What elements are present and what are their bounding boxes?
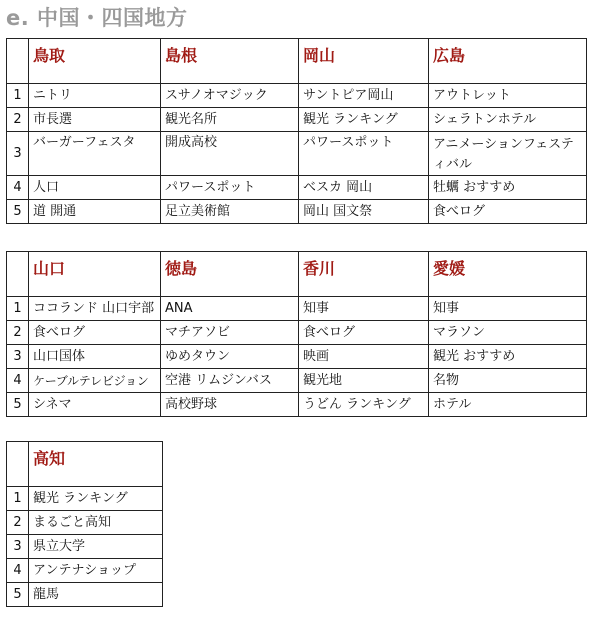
table-cell: パワースポット [299,132,429,176]
rank-number: 4 [7,369,29,393]
rank-number: 5 [7,583,29,607]
header-ehime: 愛媛 [429,252,587,297]
header-yamaguchi: 山口 [29,252,161,297]
table-cell: バーガーフェスタ [29,132,161,176]
table-row [7,176,587,200]
table-cell: 知事 [429,297,587,321]
table-cell: 観光 ランキング [299,108,429,132]
table-row [7,559,163,583]
rank-number: 2 [7,511,29,535]
table-cell: 観光 おすすめ [429,345,587,369]
rank-number: 2 [7,321,29,345]
table-cell: 名物 [429,369,587,393]
table-cell: アウトレット [429,84,587,108]
header-kagawa: 香川 [299,252,429,297]
table-cell: まるごと高知 [29,511,163,535]
table-row [7,200,587,224]
corner-cell [7,252,29,297]
table-cell: スサノオマジック [161,84,299,108]
rank-number: 4 [7,559,29,583]
ranking-table-yamaguchi-tokushima-kagawa-ehime [6,251,587,417]
table-row [7,369,587,393]
table-cell: 市長選 [29,108,161,132]
rank-number: 3 [7,535,29,559]
table-cell: 高校野球 [161,393,299,417]
rank-number: 1 [7,84,29,108]
header-kochi: 高知 [29,442,163,487]
table-cell: 観光名所 [161,108,299,132]
table-cell: 足立美術館 [161,200,299,224]
header-tottori: 鳥取 [29,39,161,84]
page-title: e. 中国・四国地方 [6,6,188,30]
table-row [7,487,163,511]
table-header-row [7,442,163,487]
header-tokushima: 徳島 [161,252,299,297]
table-row [7,511,163,535]
table-row [7,583,163,607]
rank-number: 5 [7,393,29,417]
table-header-row [7,39,587,84]
table-cell: アンテナショップ [29,559,163,583]
table-cell: ホテル [429,393,587,417]
rank-number: 1 [7,487,29,511]
rank-number: 3 [7,132,29,176]
table-cell: 映画 [299,345,429,369]
table-row [7,297,587,321]
ranking-table-tottori-shimane-okayama-hiroshima [6,38,587,224]
table-row [7,393,587,417]
table-row [7,345,587,369]
table-cell: 食べログ [429,200,587,224]
table-cell: サントピア岡山 [299,84,429,108]
table-cell: マラソン [429,321,587,345]
rank-number: 3 [7,345,29,369]
rank-number: 1 [7,297,29,321]
rank-number: 2 [7,108,29,132]
table-cell: 観光 ランキング [29,487,163,511]
table-cell: 観光地 [299,369,429,393]
table-cell: 知事 [299,297,429,321]
rank-number: 5 [7,200,29,224]
table-cell: 山口国体 [29,345,161,369]
table-cell: 岡山 国文祭 [299,200,429,224]
table-cell: ゆめタウン [161,345,299,369]
table-cell: ココランド 山口宇部 [29,297,161,321]
rank-number: 4 [7,176,29,200]
table-cell: 食べログ [299,321,429,345]
table-cell: 牡蠣 おすすめ [429,176,587,200]
corner-cell [7,442,29,487]
table-header-row [7,252,587,297]
table-cell: 県立大学 [29,535,163,559]
table-cell: パワースポット [161,176,299,200]
table-cell: シェラトンホテル [429,108,587,132]
header-hiroshima: 広島 [429,39,587,84]
table-cell: シネマ [29,393,161,417]
table-row [7,132,587,176]
table-cell: 龍馬 [29,583,163,607]
table-row [7,108,587,132]
table-cell: マチアソビ [161,321,299,345]
table-cell: ベスカ 岡山 [299,176,429,200]
table-cell: ANA [161,297,299,321]
table-cell: 食べログ [29,321,161,345]
table-row [7,321,587,345]
table-cell: 開成高校 [161,132,299,176]
table-row [7,535,163,559]
table-cell: うどん ランキング [299,393,429,417]
table-cell: アニメーションフェスティバル [429,132,587,176]
table-cell: ニトリ [29,84,161,108]
table-cell: 道 開通 [29,200,161,224]
table-cell: 人口 [29,176,161,200]
header-okayama: 岡山 [299,39,429,84]
header-shimane: 島根 [161,39,299,84]
table-cell: ケーブルテレビジョン [29,369,161,393]
corner-cell [7,39,29,84]
ranking-table-kochi [6,441,163,607]
table-cell: 空港 リムジンバス [161,369,299,393]
table-row [7,84,587,108]
